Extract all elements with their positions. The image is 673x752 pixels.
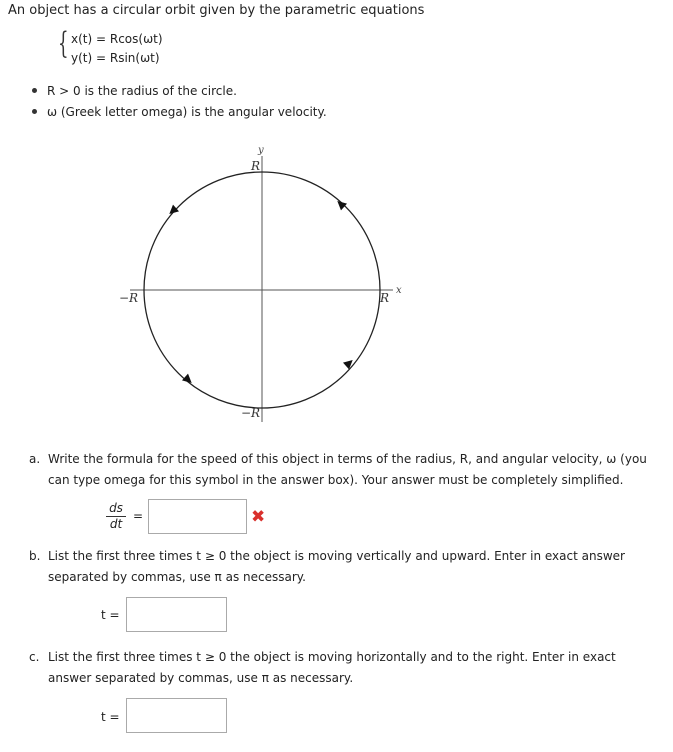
equation-x: x(t) = Rcos(ωt) <box>71 32 163 46</box>
fraction-denominator: dt <box>109 517 123 531</box>
y-axis-label: y <box>258 145 264 156</box>
question-a-text: Write the formula for the speed of this object in terms of the radius, R, and angular velocity, ω (you can type omega for this symbol in the answer box). Your answer must be completely simplified. <box>48 452 647 487</box>
question-c <box>29 647 659 689</box>
x-axis-label: x <box>396 285 402 296</box>
question-b <box>29 546 669 588</box>
label-left-neg-r: −R <box>119 291 139 305</box>
ds-dt-fraction <box>106 501 126 532</box>
question-b-text: List the first three times t ≥ 0 the object is moving vertically and upward. Enter in exact answer separated by commas, use π as necessary. <box>48 549 625 584</box>
t-equals-label-c: t = <box>101 710 120 724</box>
problem-intro: An object has a circular orbit given by the parametric equations <box>8 3 425 18</box>
question-a-label: a. <box>29 452 41 466</box>
label-right-r: R <box>380 291 390 305</box>
direction-arrow-upper-left <box>166 205 179 218</box>
incorrect-icon: ✖ <box>251 507 266 527</box>
bullet-omega-text: ω (Greek letter omega) is the angular velocity. <box>47 105 327 119</box>
question-b-label: b. <box>29 549 41 563</box>
question-c-text: List the first three times t ≥ 0 the object is moving horizontally and to the right. Enter in exact answer separated by commas, use π as necessary. <box>48 650 616 685</box>
answer-input-c[interactable] <box>126 698 227 733</box>
direction-arrow-lower-left <box>182 374 195 387</box>
answer-input-a[interactable] <box>148 499 247 534</box>
question-a <box>29 449 659 491</box>
direction-arrow-lower-right <box>343 357 356 370</box>
bullet-radius-text: R > 0 is the radius of the circle. <box>47 84 237 98</box>
equals-sign: = <box>133 509 144 523</box>
label-bottom-neg-r: −R <box>241 406 261 420</box>
equation-y: y(t) = Rsin(ωt) <box>71 51 160 65</box>
left-brace: { <box>58 26 69 61</box>
t-equals-label-b: t = <box>101 608 120 622</box>
question-c-label: c. <box>29 650 40 664</box>
direction-arrow-upper-right <box>334 198 347 211</box>
fraction-numerator: ds <box>106 501 126 517</box>
answer-input-b[interactable] <box>126 597 227 632</box>
label-top-r: R <box>251 159 261 173</box>
